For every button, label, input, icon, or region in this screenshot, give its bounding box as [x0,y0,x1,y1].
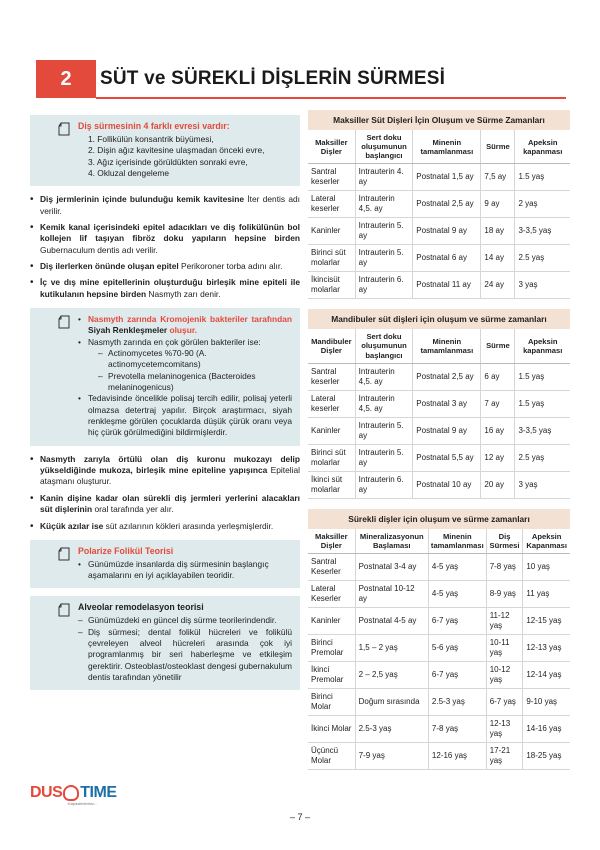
table-cell: 7-8 yaş [428,715,486,742]
table-cell: 6 ay [481,363,515,390]
table-cell: 12-15 yaş [523,607,570,634]
table-cell: Intrauterin 5. ay [355,444,413,471]
table-cell: 18 ay [481,218,515,245]
table-row [308,715,570,742]
sub-list-item: – Prevotella melaninogenica (Bacteroides melaninogenicus) [98,371,292,394]
table-cell: Santral keserler [308,363,355,390]
note-icon [58,547,70,561]
column-header: Maksiller Dişler [308,130,355,164]
logo-tagline: Kapasiteleriniz... [68,801,98,806]
permanent-teeth-table [308,509,570,770]
data-table [308,130,570,299]
table-cell: 3-3,5 yaş [515,417,570,444]
table-cell: İkinci Molar [308,715,355,742]
column-header: Minenin tamamlanması [413,329,481,363]
table-cell: 2.5-3 yaş [355,715,428,742]
table-header-row [308,130,570,164]
nasmyth-box [30,308,300,446]
table-row [308,363,570,390]
column-header: Mandibuler Dişler [308,329,355,363]
list-item: • Nasmyth zarında en çok görülen bakteriler ise: – Actinomycetes %70-90 (A. actinomycetemcomitans) – Prevotella melaninogenica (Bacteroides melaninogenicus) [78,337,292,394]
table-cell: Postnatal 11 ay [413,272,481,299]
table-cell: 24 ay [481,272,515,299]
table-cell: 1.5 yaş [515,390,570,417]
column-header: Apeksin kapanması [515,130,570,164]
column-header: Apeksin kapanması [515,329,570,363]
table-cell: İkincisüt molarlar [308,272,355,299]
table-cell: Postnatal 3-4 ay [355,553,428,580]
table-cell: 5-6 yaş [428,634,486,661]
eruption-stages-box [30,115,300,186]
table-cell: Birinci süt molarlar [308,245,355,272]
table-cell: 16 ay [481,417,515,444]
table-cell: 7-8 yaş [486,553,523,580]
table-cell: 8-9 yaş [486,580,523,607]
alveolar-remodeling-box [30,596,300,690]
table-cell: 11-12 yaş [486,607,523,634]
table-cell: Kaninler [308,607,355,634]
table-cell: Postnatal 9 ay [413,417,481,444]
table-cell: Intrauterin 4,5. ay [355,390,413,417]
table-cell: Kaninler [308,417,355,444]
table-cell: 17-21 yaş [486,742,523,769]
list-item: 4. Okluzal dengeleme [88,167,170,178]
table-row [308,390,570,417]
table-cell: 1.5 yaş [515,164,570,191]
list-item: – Günümüzdeki en güncel diş sürme teorilerindendir. [78,615,292,626]
table-cell: Postnatal 2,5 ay [413,191,481,218]
table-cell: Intrauterin 4,5. ay [355,363,413,390]
column-header: Sert doku oluşumunun başlangıcı [355,130,413,164]
table-cell: Lateral Keserler [308,580,355,607]
data-table [308,329,570,498]
table-header-row [308,329,570,363]
list-item: 3. Ağız içerisinde görüldükten sonraki evre, [88,156,248,167]
bullet-item: • Kanin dişine kadar olan sürekli diş jermleri yerlerini alacakları süt dişlerinin oral tarafında yer alır. [30,493,300,516]
table-cell: 12-13 yaş [523,634,570,661]
table-row [308,634,570,661]
table-cell: Postnatal 10 ay [413,471,481,498]
table-cell: Postnatal 6 ay [413,245,481,272]
bullet-item: • Kemik kanal içerisindeki epitel adacıkları ve diş folikülünün bol kollejen lif taşıyan fibröz doku yapıların hepsine birden Gubernaculum dentis adı verilir. [30,222,300,256]
column-header: Minenin tamamlanması [428,529,486,554]
table-cell: 12 ay [481,444,515,471]
table-cell: Birinci süt molarlar [308,444,355,471]
table-cell: Postnatal 1,5 ay [413,164,481,191]
table-cell: Lateral keserler [308,390,355,417]
table-cell: 2.5 yaş [515,245,570,272]
table-cell: 3-3,5 yaş [515,218,570,245]
table-cell: 2 yaş [515,191,570,218]
list-item: – Diş sürmesi; dental folikül hücreleri ve folikülü çevreleyen alveol hücreleri arasında çok iyi programlanmış bir seri haberleşme ve etkileşim gerektirir. Osteoblast/osteoklast dengesi gubernakulum dentis tarafından yönetilir [78,627,292,684]
table-row [308,164,570,191]
table-row [308,742,570,769]
table-cell: 2.5 yaş [515,444,570,471]
table-cell: 1.5 yaş [515,363,570,390]
table-row [308,607,570,634]
table-cell: Postnatal 2,5 ay [413,363,481,390]
tooth-icon [63,785,79,801]
table-cell: 3 yaş [515,272,570,299]
column-header: Sürme [481,329,515,363]
table-row [308,272,570,299]
table-row [308,471,570,498]
table-cell: Üçüncü Molar [308,742,355,769]
bullet-item: • Diş ilerlerken önünde oluşan epitel Perikoroner torba adını alır. [30,261,300,272]
note-icon [58,122,70,136]
table-title: Mandibuler süt dişleri için oluşum ve sürme zamanları [308,309,570,329]
list-item: 1. Follikülün konsantrik büyümesi, [88,133,214,144]
table-cell: Lateral keserler [308,191,355,218]
logo-text-right: TIME [80,784,117,801]
table-cell: Birinci Molar [308,688,355,715]
mandibular-primary-table [308,309,570,498]
table-cell: 12-16 yaş [428,742,486,769]
table-cell: 10 yaş [523,553,570,580]
table-cell: 10-11 yaş [486,634,523,661]
polarized-follicle-box [30,540,300,589]
column-header: Sert doku oluşumunun başlangıcı [355,329,413,363]
table-row [308,580,570,607]
table-cell: Postnatal 9 ay [413,218,481,245]
bullet-item: • Küçük azılar ise süt azılarının kökleri arasında yerleşmişlerdir. [30,521,300,532]
table-cell: Doğum sırasında [355,688,428,715]
list-item: • Tedavisinde öncelikle polisaj tercih edilir, polisaj yeterli olmazsa detertraj yapılır. Birçok araştırmacı, siyah renkleşme görülen çocuklarda düşük çürük oranı veya hiç çürük görülmediğini bildirmişlerdir. [78,393,292,438]
right-column [308,110,570,780]
table-cell: 3 yaş [515,471,570,498]
table-cell: Santral keserler [308,164,355,191]
table-cell: 7 ay [481,390,515,417]
column-header: Diş Sürmesi [486,529,523,554]
bullet-item: • İç ve dış mine epitellerinin oluşturduğu birleşik mine epiteli ile kutikulanın hepsine birden Nasmyth zarı denir. [30,277,300,300]
table-row [308,245,570,272]
table-row [308,661,570,688]
column-header: Apeksin Kapanması [523,529,570,554]
table-cell: Intrauterin 5. ay [355,245,413,272]
bullet-item: • Diş jermlerinin içinde bulunduğu kemik kavitesine İter dentis adı verilir. [30,194,300,217]
bullet-item: • Nasmyth zarıyla örtülü olan diş kuronu mukozayı delip yükseldiğinde mukoza, birleşik mine epiteline yapışınca Epitelial ataşmanı oluşturur. [30,454,300,488]
column-header: Mineralizasyonun Başlaması [355,529,428,554]
table-cell: Postnatal 3 ay [413,390,481,417]
table-title: Maksiller Süt Dişleri İçin Oluşum ve Sürme Zamanları [308,110,570,130]
table-cell: 4-5 yaş [428,553,486,580]
table-cell: 2.5-3 yaş [428,688,486,715]
data-table [308,529,570,770]
table-row [308,218,570,245]
left-column [30,115,300,698]
table-cell: 14 ay [481,245,515,272]
column-header: Minenin tamamlanması [413,130,481,164]
table-cell: İkinci süt molarlar [308,471,355,498]
box-title: Diş sürmesinin 4 farklı evresi vardır: [78,121,230,131]
table-cell: İkinci Premolar [308,661,355,688]
table-cell: 1,5 – 2 yaş [355,634,428,661]
table-cell: 2 – 2,5 yaş [355,661,428,688]
table-cell: 6-7 yaş [428,661,486,688]
box-title: Alveolar remodelasyon teorisi [78,602,204,613]
table-cell: 9 ay [481,191,515,218]
table-cell: 9-10 yaş [523,688,570,715]
table-cell: 12-13 yaş [486,715,523,742]
table-row [308,444,570,471]
table-row [308,688,570,715]
table-cell: Postnatal 10-12 ay [355,580,428,607]
page-number: – 7 – [289,812,311,822]
table-cell: 6-7 yaş [428,607,486,634]
table-cell: 14-16 yaş [523,715,570,742]
table-row [308,417,570,444]
table-cell: 7-9 yaş [355,742,428,769]
table-cell: Intrauterin 4. ay [355,164,413,191]
list-item: 2. Dişin ağız kavitesine ulaşmadan önceki evre, [88,145,265,156]
table-cell: Intrauterin 5. ay [355,218,413,245]
table-row [308,553,570,580]
table-cell: Postnatal 4-5 ay [355,607,428,634]
column-header: Sürme [481,130,515,164]
table-cell: Intrauterin 4,5. ay [355,191,413,218]
box-title: Polarize Folikül Teorisi [78,545,174,556]
column-header: Maksiller Dişler [308,529,355,554]
chapter-header [36,60,566,98]
note-icon [58,603,70,617]
maxillary-primary-table [308,110,570,299]
chapter-title: SÜT ve SÜREKLİ DİŞLERİN SÜRMESİ [100,68,446,89]
list-item: • Günümüzde insanlarda diş sürmesinin başlangıç aşamalarını en iyi açıklayabilen teoridir. [78,559,292,582]
table-cell: Intrauterin 5. ay [355,417,413,444]
table-cell: Intrauterin 6. ay [355,272,413,299]
note-icon [58,315,70,329]
list-item: • Nasmyth zarında Kromojenik bakteriler tarafından Siyah Renkleşmeler oluşur. [78,314,292,337]
table-cell: Birinci Premolar [308,634,355,661]
logo-text-left: DUS [30,784,63,801]
table-cell: 18-25 yaş [523,742,570,769]
table-cell: Intrauterin 6. ay [355,471,413,498]
sub-list-item: – Actinomycetes %70-90 (A. actinomycetemcomitans) [98,348,292,371]
header-underline [96,97,566,99]
table-cell: 12-14 yaş [523,661,570,688]
table-cell: 4-5 yaş [428,580,486,607]
table-cell: 20 ay [481,471,515,498]
table-title: Sürekli dişler için oluşum ve sürme zamanları [308,509,570,529]
table-cell: 11 yaş [523,580,570,607]
table-header-row [308,529,570,554]
table-row [308,191,570,218]
chapter-number: 2 [36,60,96,98]
table-cell: Kaninler [308,218,355,245]
table-cell: 6-7 yaş [486,688,523,715]
table-cell: Santral Keserler [308,553,355,580]
table-cell: 10-12 yaş [486,661,523,688]
table-cell: Postnatal 5,5 ay [413,444,481,471]
table-cell: 7,5 ay [481,164,515,191]
